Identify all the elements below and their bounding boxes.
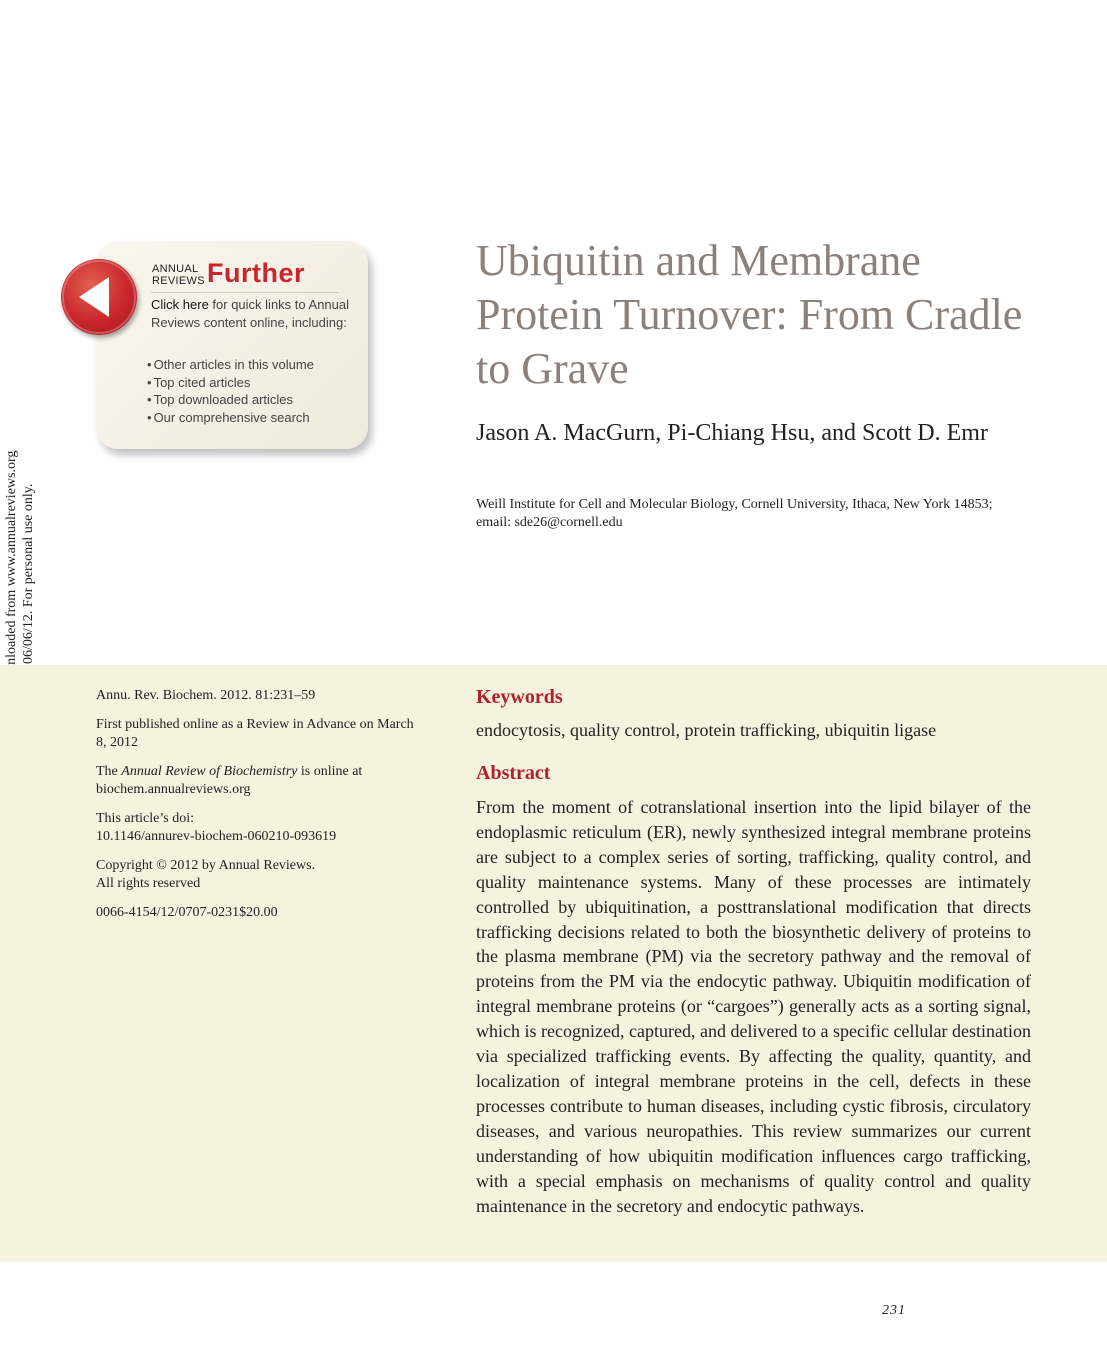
annual-reviews-wordmark: ANNUAL REVIEWS (152, 263, 205, 287)
copyright: Copyright © 2012 by Annual Reviews. (96, 858, 316, 873)
copyright-block (96, 857, 416, 893)
further-link[interactable]: • Top downloaded articles (147, 391, 314, 409)
author-affiliation: Weill Institute for Cell and Molecular Biology, Cornell University, Ithaca, New York 14853; email: sde26@cornell.edu (476, 497, 993, 530)
issn: 0066-4154/12/0707-0231$20.00 (96, 905, 278, 920)
rights: All rights reserved (96, 876, 201, 891)
keywords-heading: Keywords (476, 686, 563, 708)
click-here-link[interactable]: Click here (151, 297, 209, 312)
article-metadata (96, 687, 416, 933)
article-authors: Jason A. MacGurn, Pi-Chiang Hsu, and Scott D. Emr (476, 420, 988, 446)
doi-label: This article’s doi: (96, 811, 194, 826)
further-intro (151, 296, 351, 331)
further-intro-text: for quick links to Annual Reviews content online, including: (151, 297, 349, 330)
further-links (147, 356, 314, 426)
further-divider (151, 292, 339, 293)
online-at: The Annual Review of Biochemistry is online at biochem.annualreviews.org (96, 764, 363, 797)
abstract-heading: Abstract (476, 762, 551, 784)
further-link[interactable]: • Our comprehensive search (147, 409, 314, 427)
keywords-text: endocytosis, quality control, protein trafficking, ubiquitin ligase (476, 720, 937, 740)
journal-name: Annual Review of Biochemistry (121, 764, 298, 779)
first-published: First published online as a Review in Advance on March 8, 2012 (96, 717, 414, 750)
page-number: 231 (882, 1303, 906, 1318)
back-arrow-icon[interactable] (61, 259, 137, 335)
doi-value: 10.1146/annurev-biochem-060210-093619 (96, 829, 337, 844)
article-title: Ubiquitin and Membrane Protein Turnover: From Cradle to Grave (476, 236, 1023, 393)
further-logo: Further (207, 258, 305, 288)
further-link[interactable]: • Top cited articles (147, 374, 314, 392)
further-link[interactable]: • Other articles in this volume (147, 356, 314, 374)
doi-block (96, 810, 416, 846)
citation: Annu. Rev. Biochem. 2012. 81:231–59 (96, 688, 316, 703)
abstract-text: From the moment of cotranslational insertion into the lipid bilayer of the endoplasmic reticulum (ER), newly synthesized integral membrane proteins are subject to a complex series of sorting, trafficking, quality control, and quality maintenance systems. Many of these processes are intimately controlled by ubiquitination, a posttranslational modification that directs trafficking decisions related to both the biosynthetic delivery of proteins to the plasma membrane (PM) via the secretory pathway and the removal of proteins from the PM via the endocytic pathway. Ubiquitin modification of integral membrane proteins (or “cargoes”) generally acts as a sorting signal, which is recognized, captured, and delivered to a specific cellular destination via specialized trafficking events. By affecting the quality, quantity, and localization of integral membrane proteins in the cell, defects in these processes contribute to human diseases, including cystic fibrosis, circulatory diseases, and various neuropathies. This review summarizes our current understanding of how ubiquitin modification influences cargo trafficking, with a special emphasis on mechanisms of quality control and quality maintenance in the secretory and endocytic pathways. (476, 797, 1031, 1216)
